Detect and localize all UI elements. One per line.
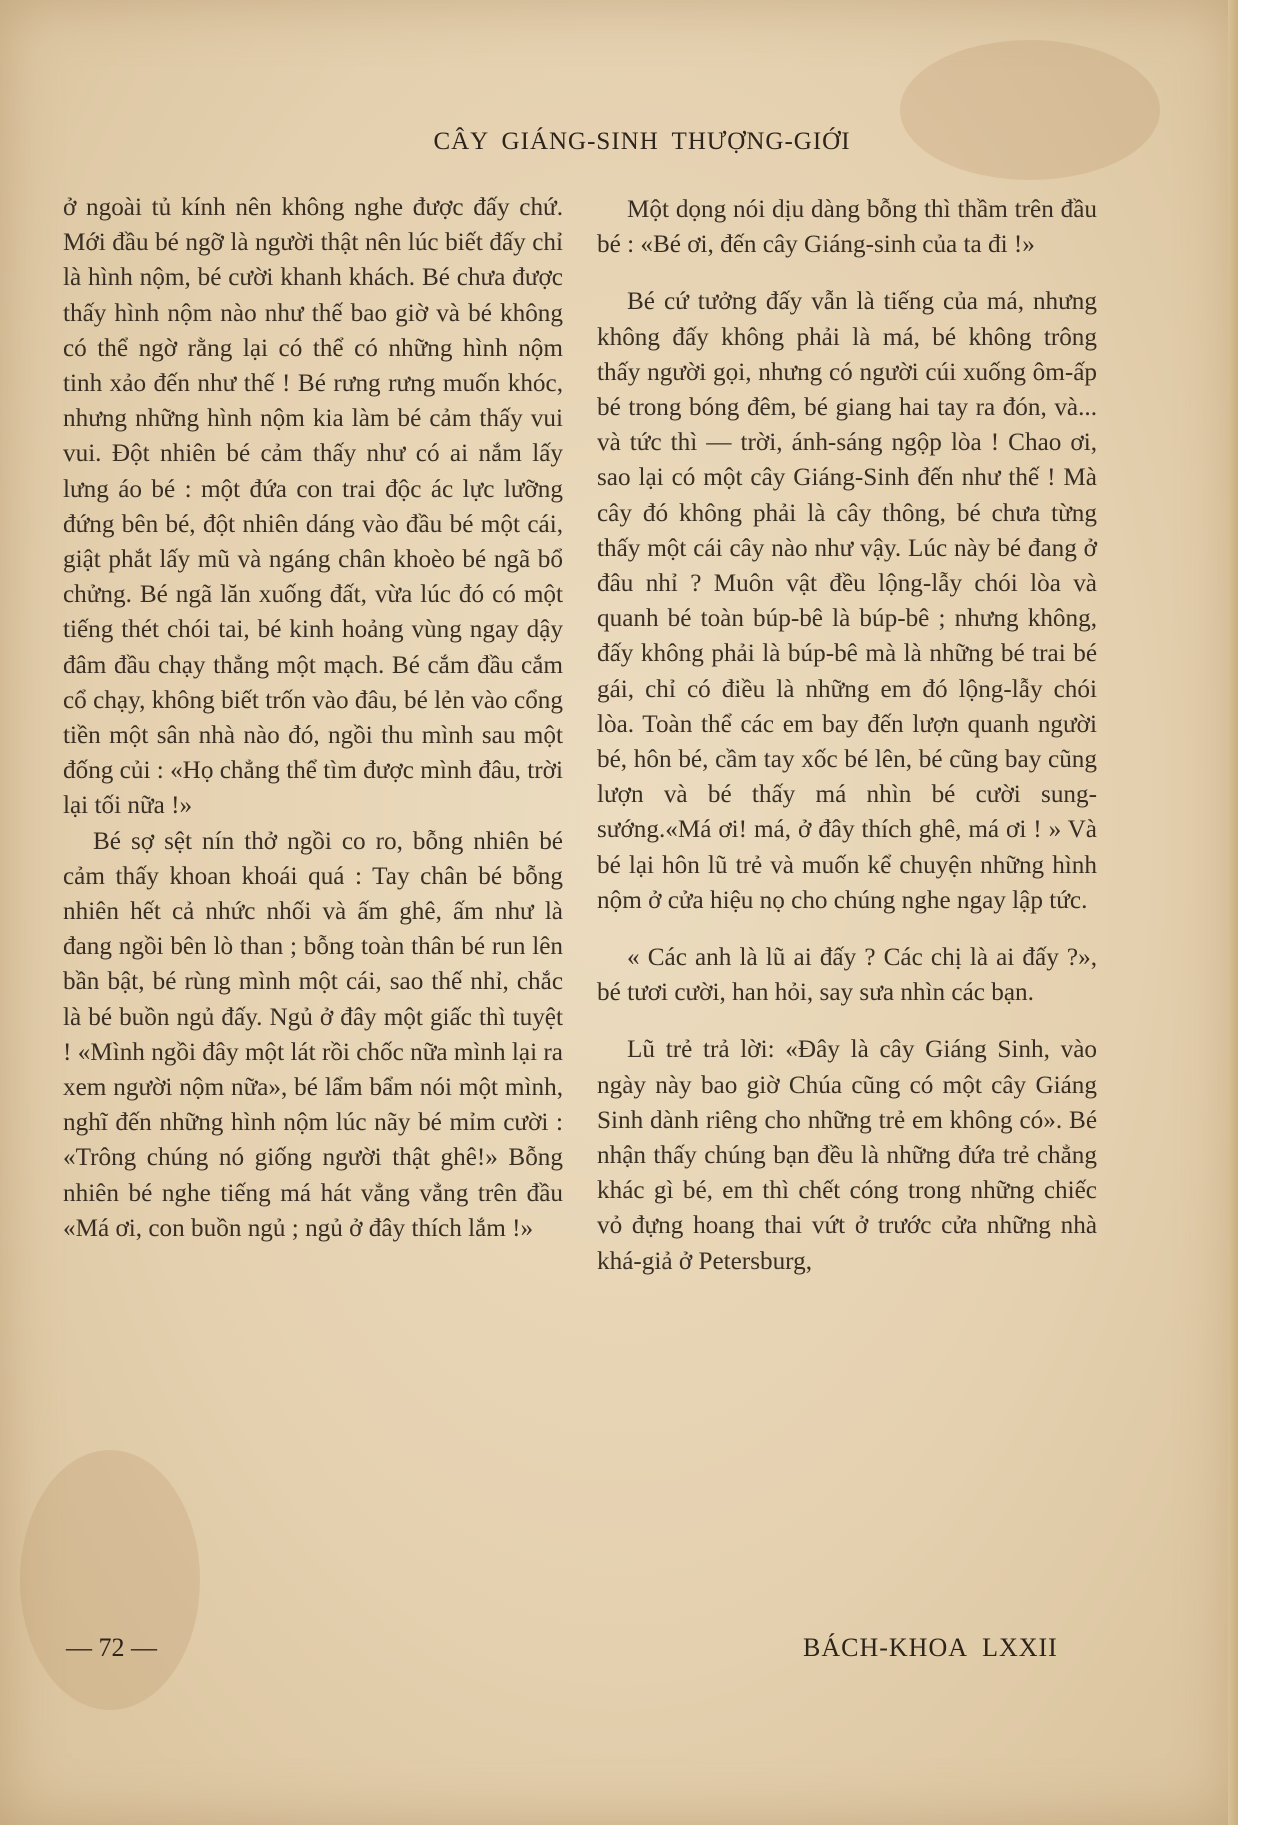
right-column [597,192,1097,1279]
paragraph: ở ngoài tủ kính nên không nghe được đấy chứ. Mới đầu bé ngỡ là người thật nên lúc biết đấy chỉ là hình nộm, bé cười khanh khách. Bé chưa được thấy hình nộm nào như thế bao giờ và bé không có thể ngờ rằng lại có thể có những hình nộm tinh xảo đến như thế ! Bé rưng rưng muốn khóc, nhưng những hình nộm kia làm bé cảm thấy vui vui. Đột nhiên bé cảm thấy như có ai nắm lấy lưng áo bé : một đứa con trai độc ác lực lưỡng đứng bên bé, đột nhiên dáng vào đầu bé một cái, giật phắt lấy mũ và ngáng chân khoèo bé ngã bổ chửng. Bé ngã lăn xuống đất, vừa lúc đó có một tiếng thét chói tai, bé kinh hoảng vùng ngay dậy đâm đầu chạy thẳng một mạch. Bé cắm đầu cắm cổ chạy, không biết trốn vào đâu, bé lẻn vào cổng tiền một sân nhà nào đó, ngồi thu mình sau một đống củi : «Họ chẳng thể tìm được mình đâu, trời lại tối nữa !» [63,194,563,820]
paragraph: « Các anh là lũ ai đấy ? Các chị là ai đấy ?», bé tươi cười, han hỏi, say sưa nhìn các bạn. [597,944,1097,1007]
paragraph: Một dọng nói dịu dàng bỗng thì thầm trên đầu bé : «Bé ơi, đến cây Giáng-sinh của ta đi !» [597,196,1097,259]
paragraph: Lũ trẻ trả lời: «Đây là cây Giáng Sinh, vào ngày này bao giờ Chúa cũng có một cây Giáng Sinh dành riêng cho những trẻ em không có». Bé nhận thấy chúng bạn đều là những đứa trẻ chẳng khác gì bé, em thì chết cóng trong những chiếc vỏ đựng hoang thai vứt ở trước cửa những nhà khá-giả ở Petersburg, [597,1036,1097,1275]
paper-stain [900,40,1160,180]
page-edge [1228,0,1238,1825]
paragraph: Bé cứ tưởng đấy vẫn là tiếng của má, nhưng không đấy không phải là má, bé không trông thấy người gọi, nhưng có người cúi xuống ôm-ấp bé trong bóng đêm, bé giang hai tay ra đón, và... và tức thì — trời, ánh-sáng ngộp lòa ! Chao ơi, sao lại có một cây Giáng-Sinh đến như thế ! Mà cây đó không phải là cây thông, bé chưa từng thấy một cái cây nào như vậy. Lúc này bé đang ở đâu nhỉ ? Muôn vật đều lộng-lẫy chói lòa và quanh bé toàn búp-bê là búp-bê ; nhưng không, đấy không phải là búp-bê mà là những bé trai bé gái, chỉ có điều là những em đó lộng-lẫy chói lòa. Toàn thể các em bay đến lượn quanh người bé, hôn bé, cầm tay xốc bé lên, bé cũng bay cũng lượn và bé thấy má nhìn bé cười sung-sướng.«Má ơi! má, ở đây thích ghê, má ơi ! » Và bé lại hôn lũ trẻ và muốn kể chuyện những hình nộm ở cửa hiệu nọ cho chúng nghe ngay lập tức. [597,288,1097,914]
page-number: — 72 — [66,1633,157,1662]
paragraph: Bé sợ sệt nín thở ngồi co ro, bỗng nhiên bé cảm thấy khoan khoái quá : Tay chân bé bỗng nhiên hết cả nhức nhối và ấm ghê, ấm như là đang ngồi bên lò than ; bỗng toàn thân bé run lên bần bật, bé rùng mình một cái, sao thế nhỉ, chắc là bé buồn ngủ đấy. Ngủ ở đây một giấc thì tuyệt ! «Mình ngồi đây một lát rồi chốc nữa mình lại ra xem người nộm nữa», bé lẩm bẩm nói một mình, nghĩ đến những hình nộm lúc nãy bé mỉm cười : «Trông chúng nó giống người thật ghê!» Bỗng nhiên bé nghe tiếng má hát vẳng vẳng trên đầu «Má ơi, con buồn ngủ ; ngủ ở đây thích lắm !» [63,827,563,1242]
running-title: CÂY GIÁNG-SINH THƯỢNG-GIỚI [433,128,851,155]
publication-name: BÁCH-KHOA LXXII [803,1633,1058,1662]
paper-stain [20,1450,200,1710]
left-column [63,190,563,1246]
